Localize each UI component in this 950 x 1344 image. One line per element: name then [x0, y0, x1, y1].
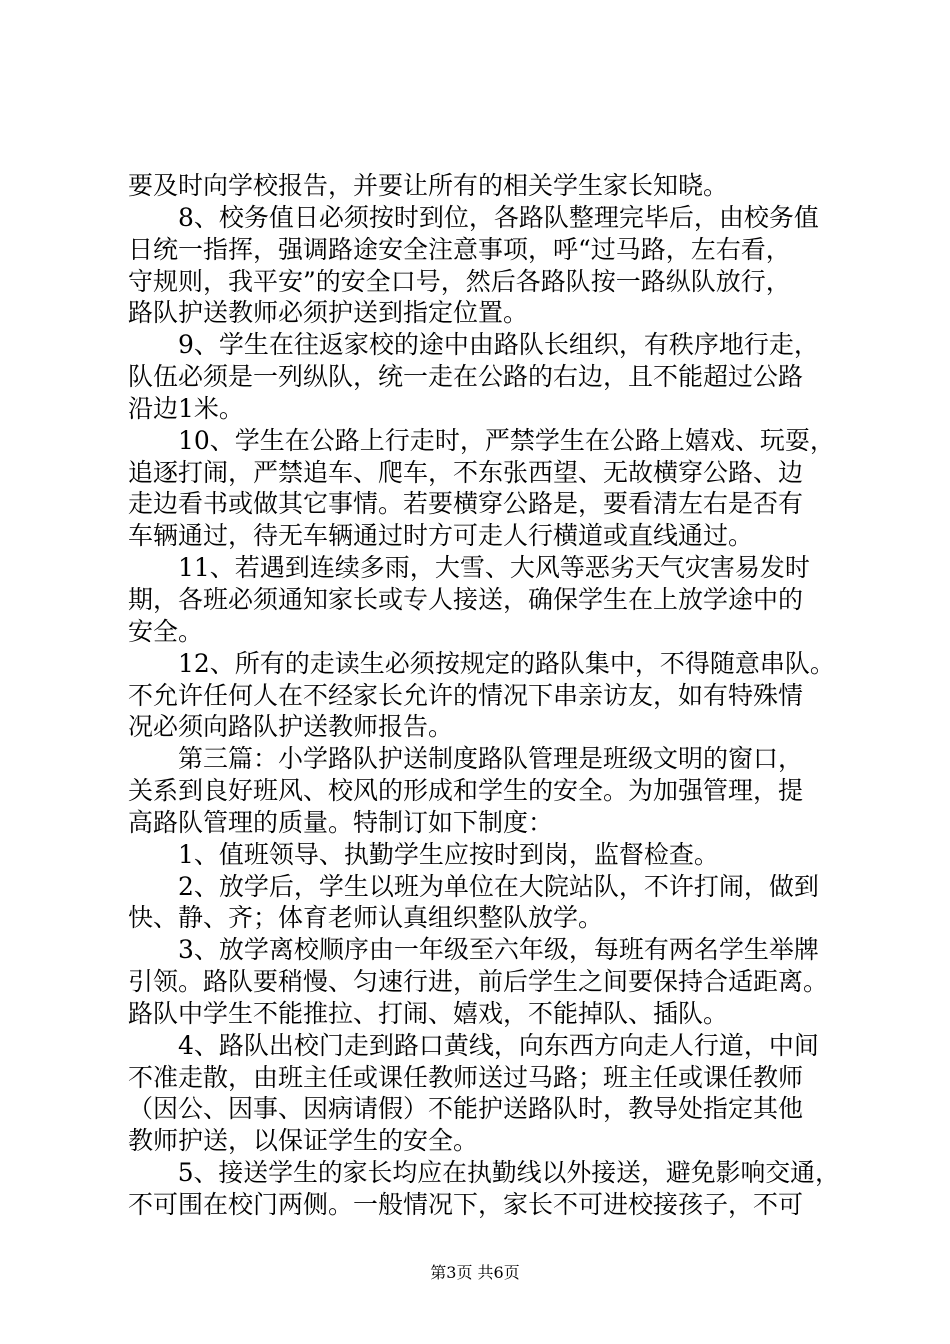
text-line: 8、校务值日必须按时到位，各路队整理完毕后，由校务值 [128, 202, 819, 232]
text-line: 1、值班领导、执勤学生应按时到岗，监督检查。 [128, 839, 719, 869]
text-line: 沿边1米。 [128, 393, 244, 423]
text-line: 关系到良好班风、校风的形成和学生的安全。为加强管理，提 [128, 776, 804, 806]
text-line: 高路队管理的质量。特制订如下制度： [128, 807, 554, 837]
text-line: 第三篇：小学路队护送制度路队管理是班级文明的窗口， [128, 744, 804, 774]
text-line: 路队中学生不能推拉、打闹、嬉戏，不能掉队、插队。 [128, 998, 729, 1028]
text-line: 引领。路队要稍慢、匀速行进，前后学生之间要保持合适距离。 [128, 967, 829, 997]
text-line: 队伍必须是一列纵队，统一走在公路的右边，且不能超过公路 [128, 362, 804, 392]
text-line: 10、学生在公路上行走时，严禁学生在公路上嬉戏、玩耍， [128, 425, 835, 455]
text-line: 走边看书或做其它事情。若要横穿公路是，要看清左右是否有 [128, 489, 804, 519]
text-line: 快、静、齐；体育老师认真组织整队放学。 [128, 903, 604, 933]
text-line: 安全。 [128, 616, 204, 646]
text-line: 追逐打闹，严禁追车、爬车，不东张西望、无故横穿公路、边 [128, 457, 804, 487]
document-body [128, 170, 838, 1221]
text-line: 况必须向路队护送教师报告。 [128, 712, 454, 742]
text-line: 2、放学后，学生以班为单位在大院站队，不许打闹，做到 [128, 871, 819, 901]
text-line: 要及时向学校报告，并要让所有的相关学生家长知晓。 [128, 171, 729, 200]
text-line: 守规则，我平安”的安全口号，然后各路队按一路纵队放行， [128, 266, 791, 296]
text-line: 4、路队出校门走到路口黄线，向东西方向走人行道，中间 [128, 1030, 819, 1060]
text-line: 5、接送学生的家长均应在执勤线以外接送，避免影响交通， [128, 1158, 840, 1188]
text-line: 车辆通过，待无车辆通过时方可走人行横道或直线通过。 [128, 521, 754, 551]
text-line: 11、若遇到连续多雨，大雪、大风等恶劣天气灾害易发时 [128, 553, 810, 583]
text-line: 日统一指挥，强调路途安全注意事项，呼“过马路，左右看， [128, 234, 791, 264]
text-line: 路队护送教师必须护送到指定位置。 [128, 298, 529, 328]
text-line: 9、学生在往返家校的途中由路队长组织，有秩序地行走， [128, 330, 819, 360]
text-line: 不可围在校门两侧。一般情况下，家长不可进校接孩子，不可 [128, 1190, 804, 1219]
text-line: 不准走散，由班主任或课任教师送过马路；班主任或课任教师 [128, 1062, 804, 1092]
text-line: （因公、因事、因病请假）不能护送路队时，教导处指定其他 [128, 1094, 804, 1124]
text-line: 期，各班必须通知家长或专人接送，确保学生在上放学途中的 [128, 584, 804, 614]
page-footer: 第3页 共6页 [430, 1263, 520, 1282]
text-line: 3、放学离校顺序由一年级至六年级，每班有两名学生举牌 [128, 935, 819, 965]
text-line: 12、所有的走读生必须按规定的路队集中，不得随意串队。 [128, 648, 835, 678]
text-line: 教师护送，以保证学生的安全。 [128, 1126, 479, 1156]
text-line: 不允许任何人在不经家长允许的情况下串亲访友，如有特殊情 [128, 680, 804, 710]
